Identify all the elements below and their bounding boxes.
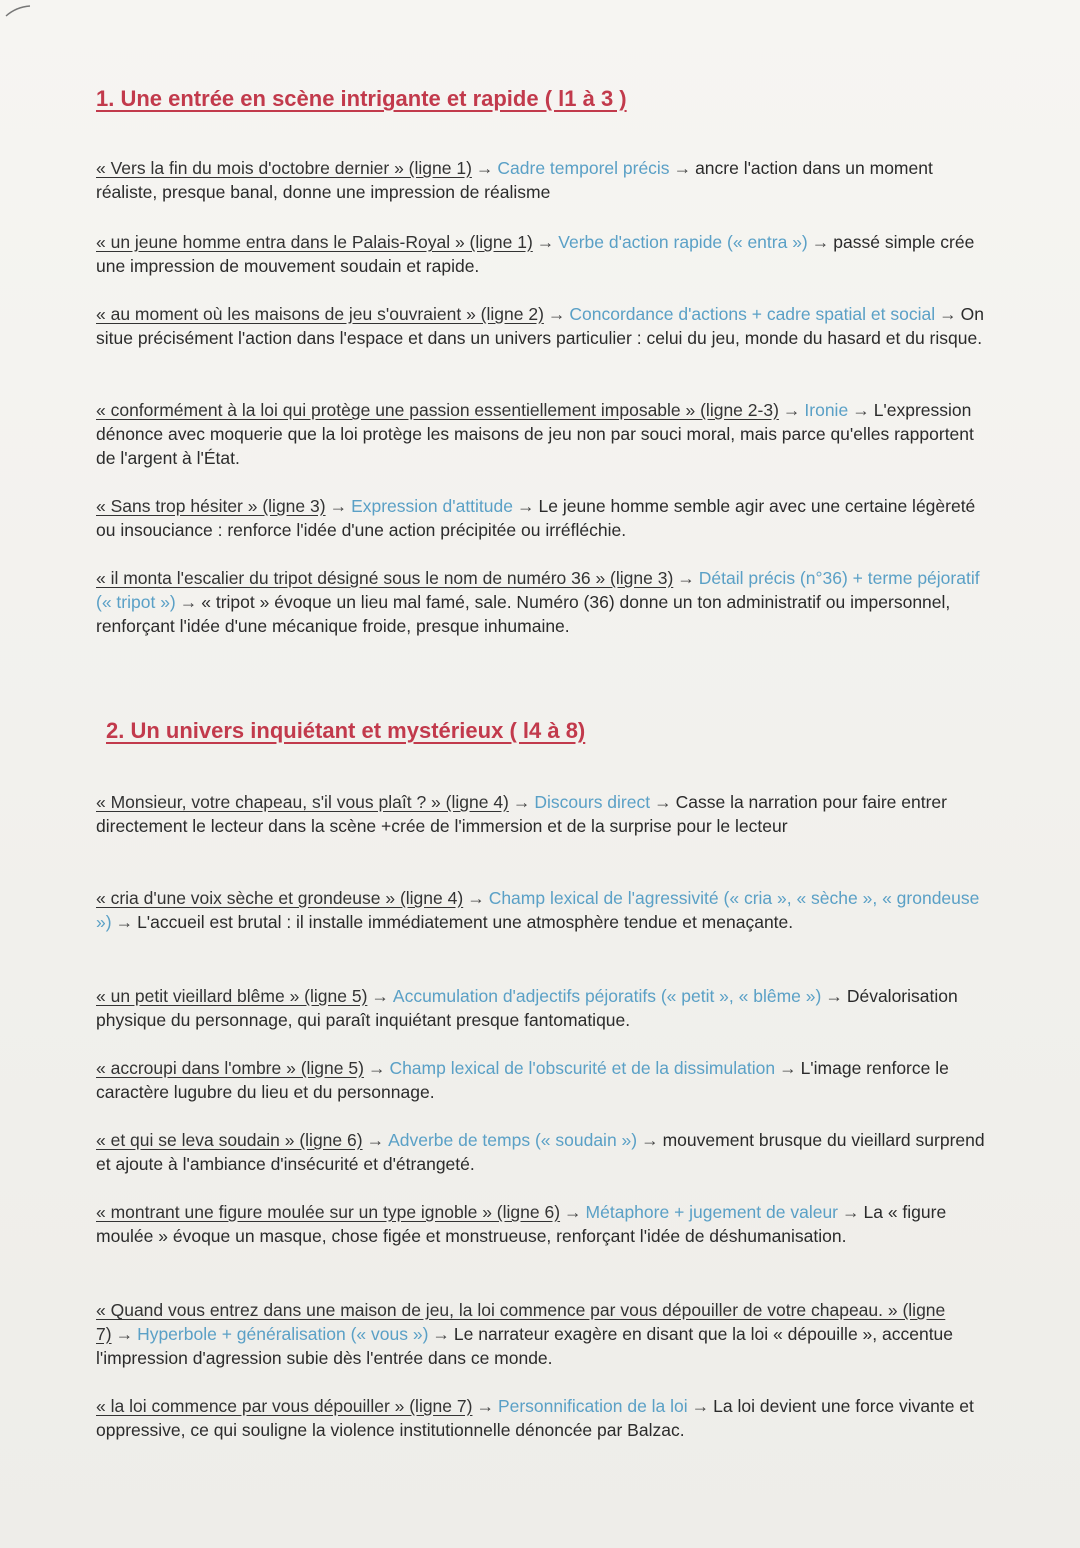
literary-term: Adverbe de temps (« soudain ») <box>388 1130 638 1150</box>
quote: « et qui se leva soudain » (ligne 6) <box>96 1130 363 1150</box>
pencil-mark <box>4 4 32 18</box>
literary-term: Champ lexical de l'agressivité (« cria », « sèche », « grondeuse ») <box>96 888 980 932</box>
analysis-entry <box>96 566 986 638</box>
analysis-entry <box>96 302 986 350</box>
arrow-icon: → <box>654 792 672 812</box>
arrow-icon: → <box>811 232 830 252</box>
analysis-entry <box>96 1394 986 1442</box>
quote: « la loi commence par vous dépouiller » (ligne 7) <box>96 1396 473 1416</box>
section-heading: 2. Un univers inquiétant et mystérieux ( l4 à 8) <box>106 718 586 743</box>
arrow-icon: → <box>115 1324 134 1344</box>
arrow-icon: → <box>779 1058 797 1078</box>
literary-term: Détail précis (n°36) + terme péjoratif (« tripot ») <box>96 568 980 612</box>
literary-term: Discours direct <box>534 792 651 812</box>
explanation: L'accueil est brutal : il installe immédiatement une atmosphère tendue et menaçante. <box>137 912 794 932</box>
literary-term: Verbe d'action rapide (« entra ») <box>558 232 808 252</box>
arrow-icon: → <box>475 158 494 178</box>
quote: « il monta l'escalier du tripot désigné sous le nom de numéro 36 » (ligne 3) <box>96 568 674 588</box>
explanation: Le jeune homme semble agir avec une certaine légèreté ou insouciance : renforce l'idée d'une action précipitée ou irréfléchie. <box>96 496 976 540</box>
arrow-icon: → <box>677 568 695 588</box>
quote: « Quand vous entrez dans une maison de jeu, la loi commence par vous dépouiller de votre chapeau. » (ligne 7) <box>96 1300 946 1344</box>
literary-term: Champ lexical de l'obscurité et de la dissimulation <box>389 1058 776 1078</box>
arrow-icon: → <box>517 496 535 516</box>
literary-term: Expression d'attitude <box>351 496 513 516</box>
arrow-icon: → <box>329 496 348 516</box>
arrow-icon: → <box>782 400 801 420</box>
arrow-icon: → <box>673 158 692 178</box>
section-heading: 1. Une entrée en scène intrigante et rapide ( l1 à 3 ) <box>96 86 627 111</box>
arrow-icon: → <box>512 792 531 812</box>
quote: « Vers la fin du mois d'octobre dernier » (ligne 1) <box>96 158 472 178</box>
analysis-entry <box>96 1298 986 1370</box>
literary-term: Personnification de la loi <box>497 1396 688 1416</box>
analysis-entry <box>96 1056 986 1104</box>
literary-term: Accumulation d'adjectifs péjoratifs (« petit », « blême ») <box>392 986 822 1006</box>
arrow-icon: → <box>536 232 555 252</box>
quote: « accroupi dans l'ombre » (ligne 5) <box>96 1058 364 1078</box>
analysis-entry <box>96 156 986 204</box>
explanation: La « figure moulée » évoque un masque, chose figée et monstrueuse, renforçant l'idée de déshumanisation. <box>96 1202 947 1246</box>
literary-term: Ironie <box>804 400 849 420</box>
arrow-icon: → <box>842 1202 860 1222</box>
arrow-icon: → <box>371 986 389 1006</box>
analysis-entry <box>96 886 986 934</box>
quote: « cria d'une voix sèche et grondeuse » (ligne 4) <box>96 888 464 908</box>
arrow-icon: → <box>476 1396 494 1416</box>
explanation: L'expression dénonce avec moquerie que la loi protège les maisons de jeu non par souci moral, mais parce qu'elles rapportent de l'argent à l'État. <box>96 400 974 468</box>
quote: « au moment où les maisons de jeu s'ouvraient » (ligne 2) <box>96 304 544 324</box>
quote: « Monsieur, votre chapeau, s'il vous plaît ? » (ligne 4) <box>96 792 509 812</box>
literary-term: Concordance d'actions + cadre spatial et social <box>569 304 936 324</box>
analysis-entry <box>96 790 986 838</box>
explanation: « tripot » évoque un lieu mal famé, sale. Numéro (36) donne un ton administratif ou impersonnel, renforçant l'idée d'une mécanique froide, presque inhumaine. <box>96 592 951 636</box>
section-2 <box>106 718 996 744</box>
analysis-entry <box>96 1128 986 1176</box>
arrow-icon: → <box>467 888 485 908</box>
quote: « Sans trop hésiter » (ligne 3) <box>96 496 326 516</box>
quote: « un jeune homme entra dans le Palais-Royal » (ligne 1) <box>96 232 533 252</box>
arrow-icon: → <box>641 1130 659 1150</box>
quote: « conformément à la loi qui protège une passion essentiellement imposable » (ligne 2-3) <box>96 400 779 420</box>
explanation: ancre l'action dans un moment réaliste, presque banal, donne une impression de réalisme <box>96 158 933 202</box>
arrow-icon: → <box>564 1202 582 1222</box>
quote: « montrant une figure moulée sur un type ignoble » (ligne 6) <box>96 1202 561 1222</box>
explanation: passé simple crée une impression de mouvement soudain et rapide. <box>96 232 975 276</box>
explanation: L'image renforce le caractère lugubre du lieu et du personnage. <box>96 1058 949 1102</box>
analysis-entry <box>96 398 986 470</box>
literary-term: Métaphore + jugement de valeur <box>585 1202 838 1222</box>
arrow-icon: → <box>939 304 957 324</box>
arrow-icon: → <box>367 1058 386 1078</box>
explanation: Dévalorisation physique du personnage, qui paraît inquiétant presque fantomatique. <box>96 986 958 1030</box>
arrow-icon: → <box>366 1130 385 1150</box>
quote: « un petit vieillard blême » (ligne 5) <box>96 986 368 1006</box>
analysis-entry <box>96 1200 986 1248</box>
explanation: Le narrateur exagère en disant que la loi « dépouille », accentue l'impression d'agression subie dès l'entrée dans ce monde. <box>96 1324 954 1368</box>
arrow-icon: → <box>691 1396 710 1416</box>
arrow-icon: → <box>825 986 843 1006</box>
section-1 <box>96 86 986 112</box>
arrow-icon: → <box>547 304 566 324</box>
explanation: Casse la narration pour faire entrer directement le lecteur dans la scène +crée de l'immersion et de la surprise pour le lecteur <box>96 792 947 836</box>
arrow-icon: → <box>115 912 134 932</box>
arrow-icon: → <box>852 400 870 420</box>
explanation: On situe précisément l'action dans l'espace et dans un univers particulier : celui du jeu, monde du hasard et du risque. <box>96 304 984 348</box>
analysis-entry <box>96 494 986 542</box>
arrow-icon: → <box>432 1324 450 1344</box>
analysis-entry <box>96 984 986 1032</box>
explanation: La loi devient une force vivante et oppressive, ce qui souligne la violence institutionnelle dénoncée par Balzac. <box>96 1396 974 1440</box>
explanation: mouvement brusque du vieillard surprend et ajoute à l'ambiance d'insécurité et d'étrangeté. <box>96 1130 985 1174</box>
arrow-icon: → <box>179 592 198 612</box>
analysis-entry <box>96 230 986 278</box>
literary-term: Cadre temporel précis <box>497 158 670 178</box>
literary-term: Hyperbole + généralisation (« vous ») <box>137 1324 429 1344</box>
